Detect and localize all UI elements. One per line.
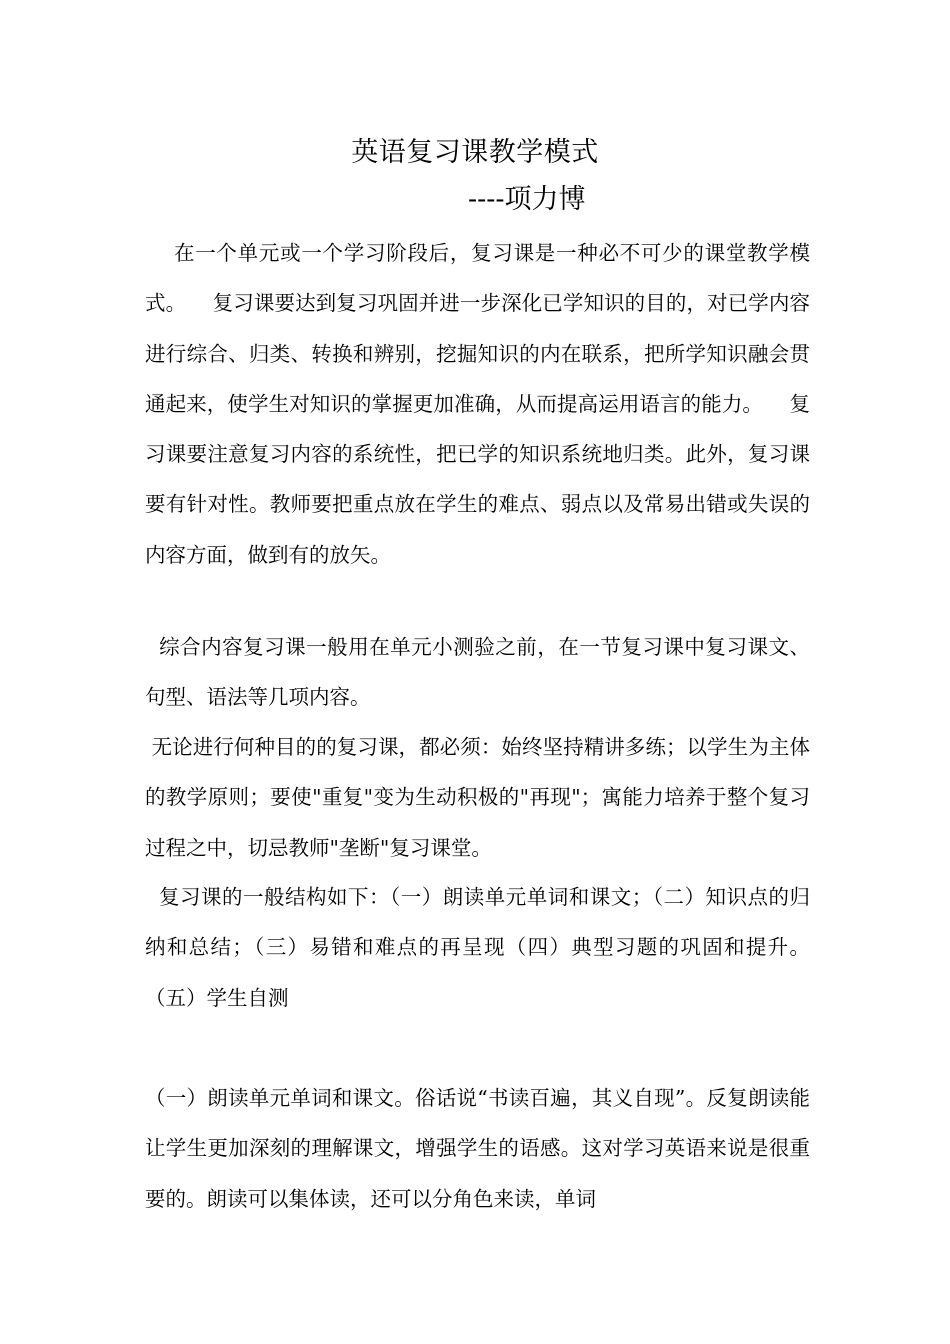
paragraph-intro: 在一个单元或一个学习阶段后，复习课是一种必不可少的课堂教学模式。 复习课要达到复习巩固并进一步深化已学知识的目的，对已学内容进行综合、归类、转换和辨别，挖掘知识的内在联系，把所学知识融会贯通起来，使学生对知识的掌握更加准确，从而提高运用语言的能力。 复习课要注意复习内容的系统性，把已学的知识系统地归类。此外，复习课要有针对性。教师要把重点放在学生的难点、弱点以及常易出错或失误的内容方面，做到有的放矢。 <box>145 241 810 567</box>
paragraph-reading-section: （一）朗读单元单词和课文。俗话说“书读百遍，其义自现”。反复朗读能让学生更加深刻的理解课文，增强学生的语感。这对学习英语来说是很重要的。朗读可以集体读，还可以分角色来读，单词 <box>145 1086 810 1211</box>
paragraph-comprehensive-review: 综合内容复习课一般用在单元小测验之前，在一节复习课中复习课文、句型、语法等几项内容。 <box>145 635 810 710</box>
paragraph-principles: 无论进行何种目的的复习课，都必须：始终坚持精讲多练；以学生为主体的教学原则；要使"重复"变为生动积极的"再现"；寓能力培养于整个复习过程之中，切忌教师"垄断"复习课堂。 <box>145 735 810 860</box>
paragraph-structure: 复习课的一般结构如下：（一）朗读单元单词和课文；（二）知识点的归纳和总结；（三）易错和难点的再呈现（四）典型习题的巩固和提升。（五）学生自测 <box>145 885 810 1010</box>
document-author: ----项力博 <box>468 184 586 215</box>
document-title: 英语复习课教学模式 <box>351 137 599 168</box>
